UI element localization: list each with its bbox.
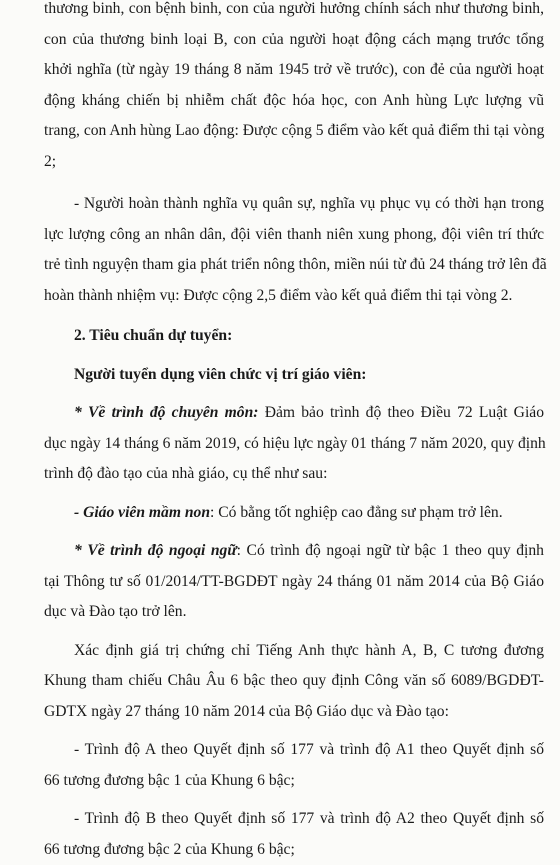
- text-line: [44, 398, 544, 429]
- preschool-label: - Giáo viên mầm non: [74, 504, 210, 521]
- text-line: Xác định giá trị chứng chỉ Tiếng Anh thực hành A, B, C tương đương: [44, 636, 544, 667]
- text-line: dục và Đào tạo trở lên.: [44, 597, 544, 628]
- text-line: 66 tương đương bậc 1 của Khung 6 bậc;: [44, 766, 544, 797]
- text-line: trình độ đào tạo của nhà giáo, cụ thể như sau:: [44, 459, 544, 490]
- language-paragraph: [44, 536, 544, 628]
- text-line: con của thương binh loại B, con của người hoạt động cách mạng trước tổng: [44, 25, 544, 56]
- text-line: khởi nghĩa (từ ngày 19 tháng 8 năm 1945 trở về trước), con đẻ của người hoạt: [44, 55, 544, 86]
- text-line: thương binh, con bệnh binh, con của người hưởng chính sách như thương binh,: [44, 0, 544, 25]
- text-line: GDTX ngày 27 tháng 10 năm 2014 của Bộ Giáo dục và Đào tạo:: [44, 697, 544, 728]
- text-line: lực lượng công an nhân dân, đội viên thanh niên xung phong, đội viên trí thức: [44, 220, 544, 251]
- military-service-paragraph: [44, 189, 544, 311]
- section-subheading: Người tuyển dụng viên chức vị trí giáo viên:: [44, 360, 544, 391]
- text-line: động kháng chiến bị nhiễm chất độc hóa học, con Anh hùng Lực lượng vũ: [44, 86, 544, 117]
- text-line: - Trình độ A theo Quyết định số 177 và trình độ A1 theo Quyết định số: [44, 735, 544, 766]
- priority-paragraph-continued: [44, 0, 544, 177]
- text-line: - Trình độ B theo Quyết định số 177 và trình độ A2 theo Quyết định số: [44, 804, 544, 835]
- preschool-paragraph: [44, 498, 544, 529]
- text-line: [44, 536, 544, 567]
- text-line: hoàn thành nhiệm vụ: Được cộng 2,5 điểm vào kết quả điểm thi tại vòng 2.: [44, 281, 544, 312]
- level-a-paragraph: [44, 735, 544, 796]
- text-line: 66 tương đương bậc 2 của Khung 6 bậc;: [44, 835, 544, 865]
- section-heading: 2. Tiêu chuẩn dự tuyển:: [44, 321, 544, 352]
- text-line: dục ngày 14 tháng 6 năm 2019, có hiệu lực ngày 01 tháng 7 năm 2020, quy định: [44, 429, 544, 460]
- language-label: * Về trình độ ngoại ngữ: [74, 542, 237, 559]
- text-line: trang, con Anh hùng Lao động: Được cộng 5 điểm vào kết quả điểm thi tại vòng: [44, 116, 544, 147]
- text-line: - Người hoàn thành nghĩa vụ quân sự, nghĩa vụ phục vụ có thời hạn trong: [44, 189, 544, 220]
- level-b-paragraph: [44, 804, 544, 865]
- qualification-text: Đảm bảo trình độ theo Điều 72 Luật Giáo: [258, 404, 544, 421]
- text-line: 2;: [44, 147, 544, 178]
- qualification-label: * Về trình độ chuyên môn:: [74, 404, 258, 421]
- text-line: tại Thông tư số 01/2014/TT-BGDĐT ngày 24 tháng 01 năm 2014 của Bộ Giáo: [44, 567, 544, 598]
- qualification-paragraph: [44, 398, 544, 490]
- equivalence-paragraph: [44, 636, 544, 728]
- text-line: trẻ tình nguyện tham gia phát triển nông thôn, miền núi từ đủ 24 tháng trở lên đã: [44, 250, 544, 281]
- preschool-text: : Có bằng tốt nghiệp cao đẳng sư phạm trở lên.: [210, 504, 503, 521]
- language-text: : Có trình độ ngoại ngữ từ bậc 1 theo quy định: [237, 542, 544, 559]
- text-line: Khung tham chiếu Châu Âu 6 bậc theo quy định Công văn số 6089/BGDĐT-: [44, 666, 544, 697]
